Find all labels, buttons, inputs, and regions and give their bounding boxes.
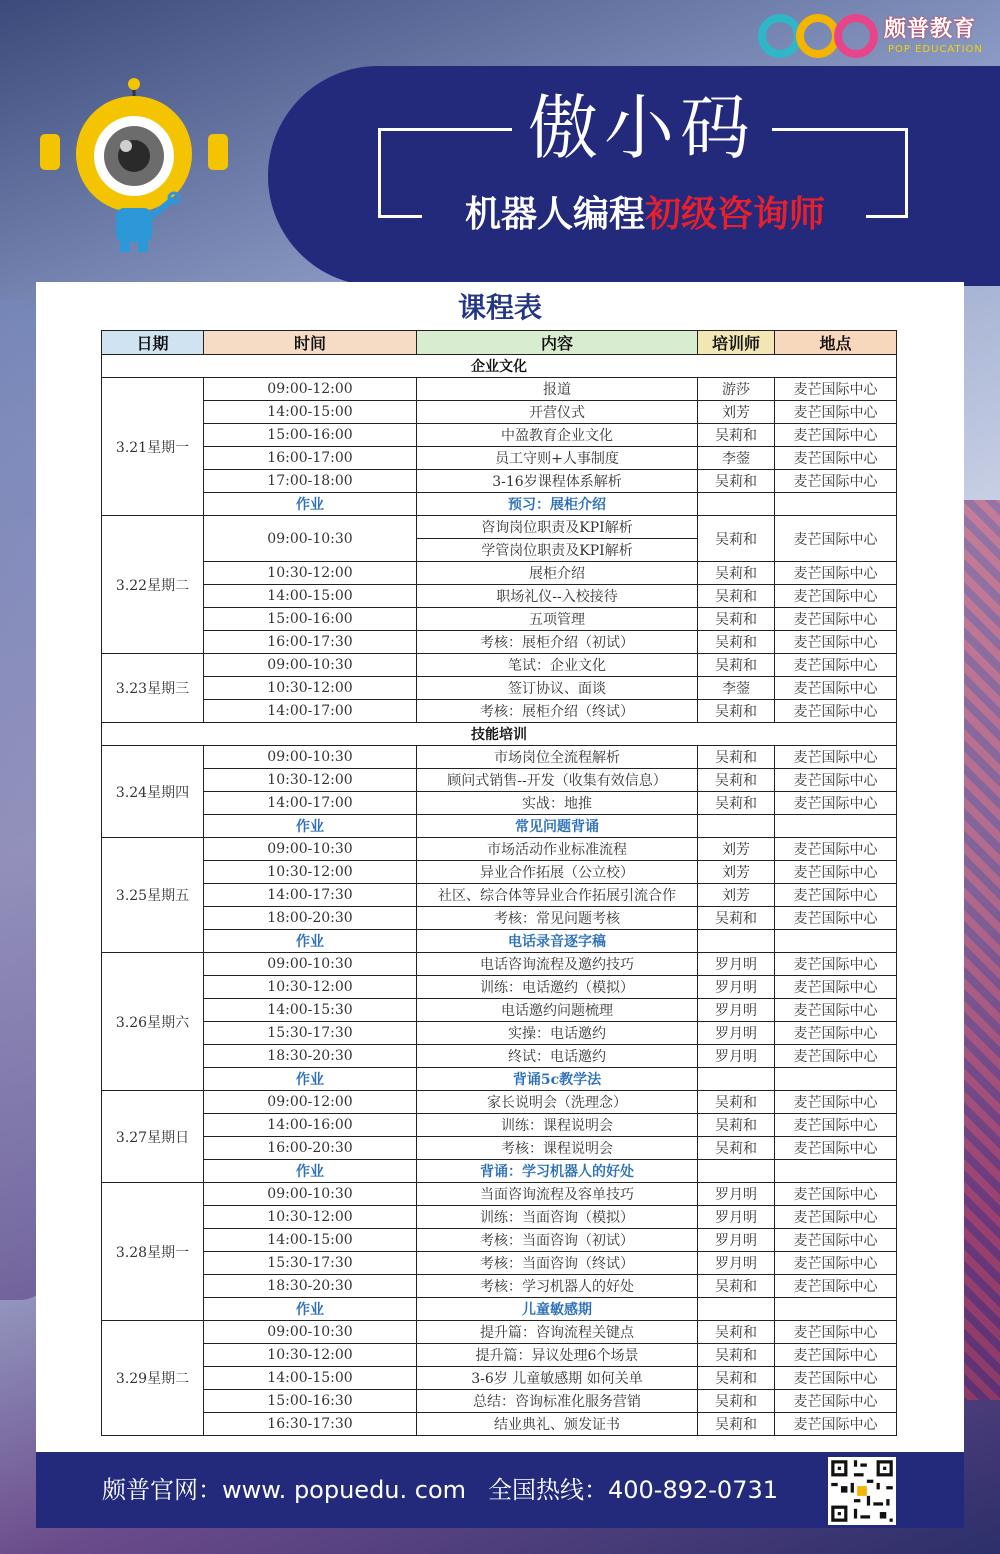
- table-row: [102, 976, 897, 999]
- trainer-cell: 吴莉和: [698, 470, 775, 493]
- title-frame: [905, 128, 908, 218]
- sub-title-highlight: 初级咨询师: [645, 194, 826, 235]
- schedule-title: 课程表: [457, 291, 542, 324]
- place-cell: 麦芒国际中心: [775, 1045, 897, 1068]
- place-cell: 麦芒国际中心: [775, 1275, 897, 1298]
- column-header: 时间: [204, 331, 417, 355]
- table-row: [102, 516, 897, 539]
- place-cell: 麦芒国际中心: [775, 447, 897, 470]
- table-row: [102, 953, 897, 976]
- place-cell: 麦芒国际中心: [775, 654, 897, 677]
- content-cell: 3-16岁课程体系解析: [417, 470, 698, 493]
- trainer-cell: 罗月明: [698, 1183, 775, 1206]
- trainer-cell: 游莎: [698, 378, 775, 401]
- date-cell: 3.24星期四: [102, 746, 204, 838]
- table-row: [102, 746, 897, 769]
- content-cell: 签订协议、面谈: [417, 677, 698, 700]
- table-row: [102, 700, 897, 723]
- section-title: 企业文化: [102, 355, 897, 378]
- content-cell: 报道: [417, 378, 698, 401]
- date-cell: 3.29星期二: [102, 1321, 204, 1436]
- trainer-cell: 罗月明: [698, 1045, 775, 1068]
- homework-content: 背诵：学习机器人的好处: [417, 1160, 698, 1183]
- table-row: [102, 677, 897, 700]
- homework-row: [102, 1298, 897, 1321]
- homework-content: 电话录音逐字稿: [417, 930, 698, 953]
- place-cell: 麦芒国际中心: [775, 1091, 897, 1114]
- content-cell: 异业合作拓展（公立校）: [417, 861, 698, 884]
- table-row: [102, 769, 897, 792]
- title-frame: [378, 215, 422, 218]
- place-cell: 麦芒国际中心: [775, 1137, 897, 1160]
- homework-row: [102, 493, 897, 516]
- content-cell: 员工守则+人事制度: [417, 447, 698, 470]
- homework-row: [102, 1160, 897, 1183]
- place-cell: 麦芒国际中心: [775, 999, 897, 1022]
- place-cell: 麦芒国际中心: [775, 746, 897, 769]
- place-cell: 麦芒国际中心: [775, 585, 897, 608]
- table-row: [102, 1252, 897, 1275]
- time-cell: 14:00-15:30: [204, 999, 417, 1022]
- homework-content: 儿童敏感期: [417, 1298, 698, 1321]
- content-cell: 提升篇：咨询流程关键点: [417, 1321, 698, 1344]
- content-cell: 训练：课程说明会: [417, 1114, 698, 1137]
- place-cell: 麦芒国际中心: [775, 1413, 897, 1436]
- content-cell: 终试：电话邀约: [417, 1045, 698, 1068]
- place-cell: 麦芒国际中心: [775, 907, 897, 930]
- trainer-cell: 刘芳: [698, 884, 775, 907]
- date-cell: 3.27星期日: [102, 1091, 204, 1183]
- trainer-cell: 吴莉和: [698, 1137, 775, 1160]
- trainer-cell: 吴莉和: [698, 1413, 775, 1436]
- place-cell: 麦芒国际中心: [775, 424, 897, 447]
- trainer-cell: 吴莉和: [698, 792, 775, 815]
- content-cell: 3-6岁 儿童敏感期 如何关单: [417, 1367, 698, 1390]
- time-cell: 14:00-17:00: [204, 792, 417, 815]
- empty-cell: [698, 930, 775, 953]
- empty-cell: [775, 493, 897, 516]
- homework-label: 作业: [204, 1160, 417, 1183]
- table-row: [102, 838, 897, 861]
- table-row: [102, 861, 897, 884]
- content-cell: 家长说明会（洗理念）: [417, 1091, 698, 1114]
- trainer-cell: 吴莉和: [698, 1091, 775, 1114]
- content-cell: 电话咨询流程及邀约技巧: [417, 953, 698, 976]
- table-row: [102, 1344, 897, 1367]
- place-cell: 麦芒国际中心: [775, 1183, 897, 1206]
- place-cell: 麦芒国际中心: [775, 838, 897, 861]
- place-cell: 麦芒国际中心: [775, 953, 897, 976]
- place-cell: 麦芒国际中心: [775, 792, 897, 815]
- table-row: [102, 1229, 897, 1252]
- place-cell: 麦芒国际中心: [775, 1321, 897, 1344]
- place-cell: 麦芒国际中心: [775, 516, 897, 562]
- table-row: [102, 1390, 897, 1413]
- section-row: [102, 355, 897, 378]
- place-cell: 麦芒国际中心: [775, 608, 897, 631]
- place-cell: 麦芒国际中心: [775, 1022, 897, 1045]
- table-row: [102, 1275, 897, 1298]
- place-cell: 麦芒国际中心: [775, 1344, 897, 1367]
- table-row: [102, 608, 897, 631]
- time-cell: 09:00-10:30: [204, 516, 417, 562]
- table-row: [102, 1022, 897, 1045]
- time-cell: 15:30-17:30: [204, 1252, 417, 1275]
- place-cell: 麦芒国际中心: [775, 1252, 897, 1275]
- date-cell: 3.28星期一: [102, 1183, 204, 1321]
- time-cell: 16:30-17:30: [204, 1413, 417, 1436]
- time-cell: 16:00-17:30: [204, 631, 417, 654]
- time-cell: 09:00-10:30: [204, 953, 417, 976]
- place-cell: 麦芒国际中心: [775, 884, 897, 907]
- trainer-cell: 罗月明: [698, 953, 775, 976]
- table-row: [102, 1413, 897, 1436]
- time-cell: 10:30-12:00: [204, 861, 417, 884]
- homework-row: [102, 1068, 897, 1091]
- homework-label: 作业: [204, 1068, 417, 1091]
- empty-cell: [698, 1298, 775, 1321]
- content-cell: 开营仪式: [417, 401, 698, 424]
- content-cell: 社区、综合体等异业合作拓展引流合作: [417, 884, 698, 907]
- table-row: [102, 1137, 897, 1160]
- time-cell: 09:00-10:30: [204, 838, 417, 861]
- schedule-body: [102, 355, 897, 1436]
- table-row: [102, 562, 897, 585]
- homework-label: 作业: [204, 815, 417, 838]
- place-cell: 麦芒国际中心: [775, 1390, 897, 1413]
- empty-cell: [698, 815, 775, 838]
- trainer-cell: 刘芳: [698, 401, 775, 424]
- date-cell: 3.22星期二: [102, 516, 204, 654]
- place-cell: 麦芒国际中心: [775, 378, 897, 401]
- table-row: [102, 401, 897, 424]
- content-cell: 考核：展柜介绍（终试）: [417, 700, 698, 723]
- trainer-cell: 罗月明: [698, 1022, 775, 1045]
- content-cell: 考核：当面咨询（终试）: [417, 1252, 698, 1275]
- trainer-cell: 吴莉和: [698, 585, 775, 608]
- time-cell: 10:30-12:00: [204, 976, 417, 999]
- sub-title-prefix: 机器人编程: [464, 194, 645, 235]
- time-cell: 09:00-12:00: [204, 378, 417, 401]
- time-cell: 15:00-16:00: [204, 608, 417, 631]
- table-row: [102, 884, 897, 907]
- time-cell: 14:00-16:00: [204, 1114, 417, 1137]
- homework-label: 作业: [204, 930, 417, 953]
- trainer-cell: 罗月明: [698, 1206, 775, 1229]
- place-cell: 麦芒国际中心: [775, 1229, 897, 1252]
- homework-content: 预习：展柜介绍: [417, 493, 698, 516]
- table-header-row: [102, 331, 897, 355]
- time-cell: 14:00-17:00: [204, 700, 417, 723]
- place-cell: 麦芒国际中心: [775, 1206, 897, 1229]
- empty-cell: [775, 1298, 897, 1321]
- trainer-cell: 吴莉和: [698, 700, 775, 723]
- table-row: [102, 1206, 897, 1229]
- footer-hotline: 全国热线：400-892-0731: [488, 1476, 779, 1504]
- trainer-cell: 吴莉和: [698, 1275, 775, 1298]
- column-header: 培训师: [698, 331, 775, 355]
- table-row: [102, 1091, 897, 1114]
- title-frame: [866, 215, 908, 218]
- time-cell: 18:30-20:30: [204, 1045, 417, 1068]
- section-title: 技能培训: [102, 723, 897, 746]
- content-cell: 当面咨询流程及容单技巧: [417, 1183, 698, 1206]
- trainer-cell: 吴莉和: [698, 1390, 775, 1413]
- table-row: [102, 907, 897, 930]
- trainer-cell: 吴莉和: [698, 746, 775, 769]
- table-row: [102, 1367, 897, 1390]
- brand-english: POP EDUCATION: [888, 44, 983, 55]
- table-row: [102, 792, 897, 815]
- place-cell: 麦芒国际中心: [775, 562, 897, 585]
- trainer-cell: 吴莉和: [698, 907, 775, 930]
- section-row: [102, 723, 897, 746]
- empty-cell: [775, 1068, 897, 1091]
- content-cell: 考核：学习机器人的好处: [417, 1275, 698, 1298]
- time-cell: 10:30-12:00: [204, 1344, 417, 1367]
- trainer-cell: 刘芳: [698, 838, 775, 861]
- column-header: 内容: [417, 331, 698, 355]
- trainer-cell: 吴莉和: [698, 769, 775, 792]
- time-cell: 16:00-20:30: [204, 1137, 417, 1160]
- time-cell: 09:00-12:00: [204, 1091, 417, 1114]
- place-cell: 麦芒国际中心: [775, 976, 897, 999]
- main-title: 傲小码: [528, 87, 756, 169]
- title-frame: [378, 128, 381, 218]
- time-cell: 10:30-12:00: [204, 677, 417, 700]
- time-cell: 15:30-17:30: [204, 1022, 417, 1045]
- title-frame: [772, 128, 908, 131]
- time-cell: 14:00-15:00: [204, 401, 417, 424]
- place-cell: 麦芒国际中心: [775, 1367, 897, 1390]
- place-cell: 麦芒国际中心: [775, 401, 897, 424]
- sub-title: [420, 190, 870, 240]
- content-cell: 总结：咨询标准化服务营销: [417, 1390, 698, 1413]
- time-cell: 18:30-20:30: [204, 1275, 417, 1298]
- content-cell: 市场岗位全流程解析: [417, 746, 698, 769]
- place-cell: 麦芒国际中心: [775, 677, 897, 700]
- content-cell: 考核：课程说明会: [417, 1137, 698, 1160]
- time-cell: 14:00-15:00: [204, 1229, 417, 1252]
- content-cell: 展柜介绍: [417, 562, 698, 585]
- empty-cell: [698, 493, 775, 516]
- column-header: 日期: [102, 331, 204, 355]
- empty-cell: [698, 1068, 775, 1091]
- content-cell: 训练：电话邀约（模拟）: [417, 976, 698, 999]
- title-frame: [378, 128, 512, 131]
- trainer-cell: 吴莉和: [698, 1114, 775, 1137]
- content-cell: 学管岗位职责及KPI解析: [417, 539, 698, 562]
- table-row: [102, 424, 897, 447]
- place-cell: 麦芒国际中心: [775, 700, 897, 723]
- trainer-cell: 吴莉和: [698, 1367, 775, 1390]
- logo-ring-p2: [834, 14, 878, 58]
- content-cell: 实战：地推: [417, 792, 698, 815]
- empty-cell: [698, 1160, 775, 1183]
- content-cell: 提升篇：异议处理6个场景: [417, 1344, 698, 1367]
- table-row: [102, 631, 897, 654]
- trainer-cell: 吴莉和: [698, 654, 775, 677]
- trainer-cell: 李蓥: [698, 677, 775, 700]
- trainer-cell: 吴莉和: [698, 1321, 775, 1344]
- content-cell: 结业典礼、颁发证书: [417, 1413, 698, 1436]
- table-row: [102, 378, 897, 401]
- trainer-cell: 刘芳: [698, 861, 775, 884]
- content-cell: 五项管理: [417, 608, 698, 631]
- table-row: [102, 999, 897, 1022]
- qr-code-icon: [828, 1457, 896, 1525]
- trainer-cell: 罗月明: [698, 1252, 775, 1275]
- time-cell: 10:30-12:00: [204, 1206, 417, 1229]
- trainer-cell: 李蓥: [698, 447, 775, 470]
- content-cell: 考核：常见问题考核: [417, 907, 698, 930]
- date-cell: 3.21星期一: [102, 378, 204, 516]
- time-cell: 16:00-17:00: [204, 447, 417, 470]
- content-cell: 训练：当面咨询（模拟）: [417, 1206, 698, 1229]
- place-cell: 麦芒国际中心: [775, 470, 897, 493]
- content-cell: 职场礼仪--入校接待: [417, 585, 698, 608]
- empty-cell: [775, 815, 897, 838]
- content-cell: 电话邀约问题梳理: [417, 999, 698, 1022]
- homework-label: 作业: [204, 493, 417, 516]
- homework-row: [102, 930, 897, 953]
- homework-content: 常见问题背诵: [417, 815, 698, 838]
- empty-cell: [775, 1160, 897, 1183]
- trainer-cell: 罗月明: [698, 999, 775, 1022]
- content-cell: 实操：电话邀约: [417, 1022, 698, 1045]
- time-cell: 09:00-10:30: [204, 1183, 417, 1206]
- brand-name: 颇普教育: [884, 17, 977, 42]
- table-row: [102, 585, 897, 608]
- content-cell: 顾问式销售--开发（收集有效信息）: [417, 769, 698, 792]
- table-row: [102, 1114, 897, 1137]
- time-cell: 15:00-16:00: [204, 424, 417, 447]
- date-cell: 3.25星期五: [102, 838, 204, 953]
- table-row: [102, 470, 897, 493]
- column-header: 地点: [775, 331, 897, 355]
- time-cell: 14:00-15:00: [204, 1367, 417, 1390]
- table-row: [102, 1045, 897, 1068]
- time-cell: 15:00-16:30: [204, 1390, 417, 1413]
- trainer-cell: 吴莉和: [698, 516, 775, 562]
- time-cell: 18:00-20:30: [204, 907, 417, 930]
- homework-label: 作业: [204, 1298, 417, 1321]
- place-cell: 麦芒国际中心: [775, 1114, 897, 1137]
- date-cell: 3.26星期六: [102, 953, 204, 1091]
- trainer-cell: 吴莉和: [698, 562, 775, 585]
- time-cell: 14:00-15:00: [204, 585, 417, 608]
- homework-content: 背诵5c教学法: [417, 1068, 698, 1091]
- time-cell: 14:00-17:30: [204, 884, 417, 907]
- date-cell: 3.23星期三: [102, 654, 204, 723]
- homework-row: [102, 815, 897, 838]
- table-row: [102, 1183, 897, 1206]
- place-cell: 麦芒国际中心: [775, 861, 897, 884]
- time-cell: 10:30-12:00: [204, 562, 417, 585]
- trainer-cell: 吴莉和: [698, 1344, 775, 1367]
- time-cell: 09:00-10:30: [204, 1321, 417, 1344]
- schedule-table: [101, 330, 897, 1436]
- table-row: [102, 447, 897, 470]
- robot-mascot-icon: [36, 76, 232, 256]
- table-row: [102, 654, 897, 677]
- trainer-cell: 罗月明: [698, 1229, 775, 1252]
- place-cell: 麦芒国际中心: [775, 769, 897, 792]
- content-cell: 考核：展柜介绍（初试）: [417, 631, 698, 654]
- empty-cell: [775, 930, 897, 953]
- time-cell: 09:00-10:30: [204, 654, 417, 677]
- place-cell: 麦芒国际中心: [775, 631, 897, 654]
- trainer-cell: 吴莉和: [698, 608, 775, 631]
- table-row: [102, 1321, 897, 1344]
- time-cell: 17:00-18:00: [204, 470, 417, 493]
- trainer-cell: 吴莉和: [698, 631, 775, 654]
- trainer-cell: 吴莉和: [698, 424, 775, 447]
- content-cell: 中盈教育企业文化: [417, 424, 698, 447]
- content-cell: 笔试：企业文化: [417, 654, 698, 677]
- content-cell: 考核：当面咨询（初试）: [417, 1229, 698, 1252]
- time-cell: 09:00-10:30: [204, 746, 417, 769]
- content-cell: 咨询岗位职责及KPI解析: [417, 516, 698, 539]
- trainer-cell: 罗月明: [698, 976, 775, 999]
- footer-website: 颇普官网：www. popuedu. com: [102, 1476, 467, 1504]
- time-cell: 10:30-12:00: [204, 769, 417, 792]
- content-cell: 市场活动作业标准流程: [417, 838, 698, 861]
